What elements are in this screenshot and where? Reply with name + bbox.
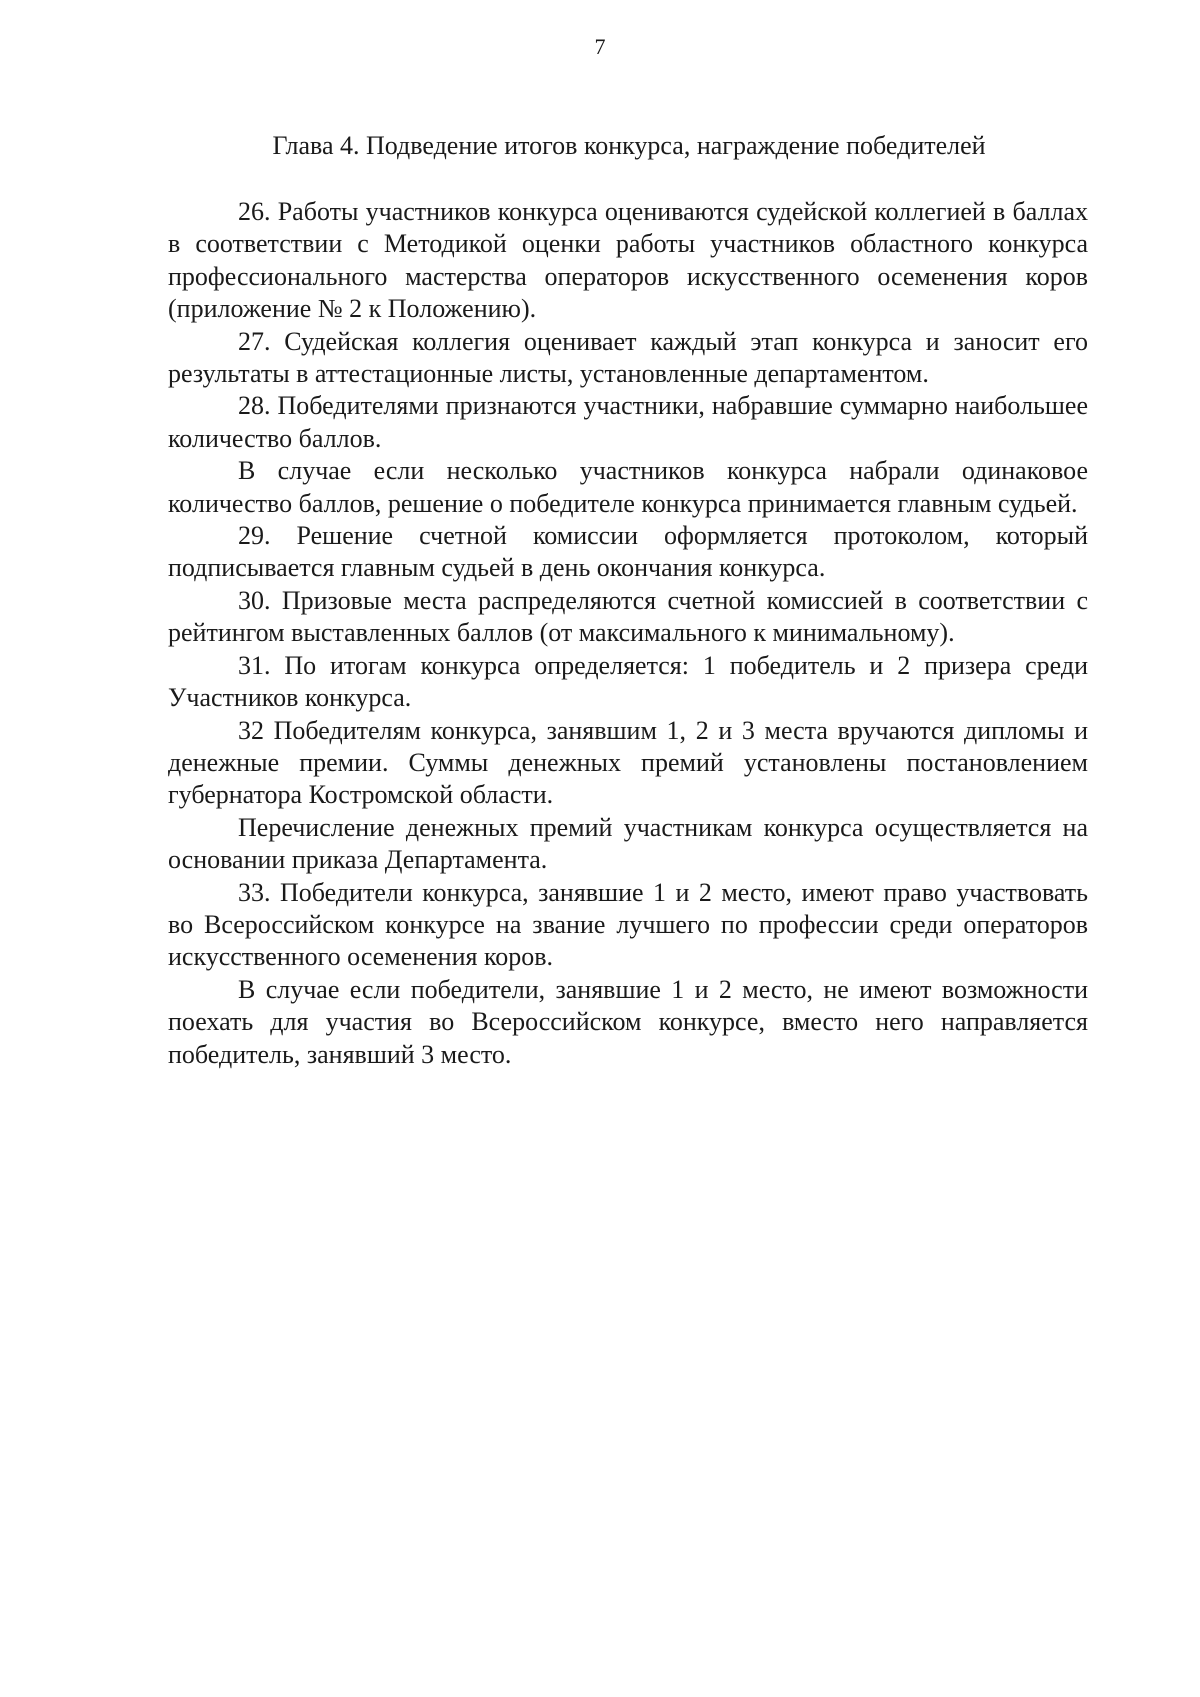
paragraph-27: 27. Судейская коллегия оценивает каждый этап конкурса и заносит его результаты в аттестационные листы, установленные департаментом. [168,326,1088,389]
paragraph-32: 32 Победителям конкурса, занявшим 1, 2 и 3 места вручаются дипломы и денежные премии. Суммы денежных премий установлены постановлением губернатора Костромской области. [168,715,1088,810]
paragraph-31: 31. По итогам конкурса определяется: 1 победитель и 2 призера среди Участников конкурса. [168,650,1088,713]
paragraph-26: 26. Работы участников конкурса оцениваются судейской коллегией в баллах в соответствии с Методикой оценки работы участников областного конкурса профессионального мастерства операторов искусственного осеменения коров (приложение № 2 к Положению). [168,197,1088,324]
paragraph-30: 30. Призовые места распределяются счетной комиссией в соответствии с рейтингом выставленных баллов (от максимального к минимальному). [168,585,1088,648]
paragraph-33: 33. Победители конкурса, занявшие 1 и 2 место, имеют право участвовать во Всероссийском конкурсе на звание лучшего по профессии среди операторов искусственного осеменения коров. [168,877,1088,972]
paragraph-28: 28. Победителями признаются участники, набравшие суммарно наибольшее количество баллов. [168,391,1088,453]
paragraph-33-substitution: В случае если победители, занявшие 1 и 2 место, не имеют возможности поехать для участия во Всероссийском конкурсе, вместо него направляется победитель, занявший 3 место. [168,974,1088,1069]
document-body [168,196,1088,1071]
paragraph-32-transfer: Перечисление денежных премий участникам конкурса осуществляется на основании приказа Департамента. [168,812,1088,875]
paragraph-29: 29. Решение счетной комиссии оформляется протоколом, который подписывается главным судьей в день окончания конкурса. [168,521,1088,583]
chapter-title: Глава 4. Подведение итогов конкурса, награждение победителей [272,131,986,160]
paragraph-28-tie-case: В случае если несколько участников конкурса набрали одинаковое количество баллов, решение о победителе конкурса принимается главным судьей. [168,456,1088,518]
page-number: 7 [594,34,606,59]
